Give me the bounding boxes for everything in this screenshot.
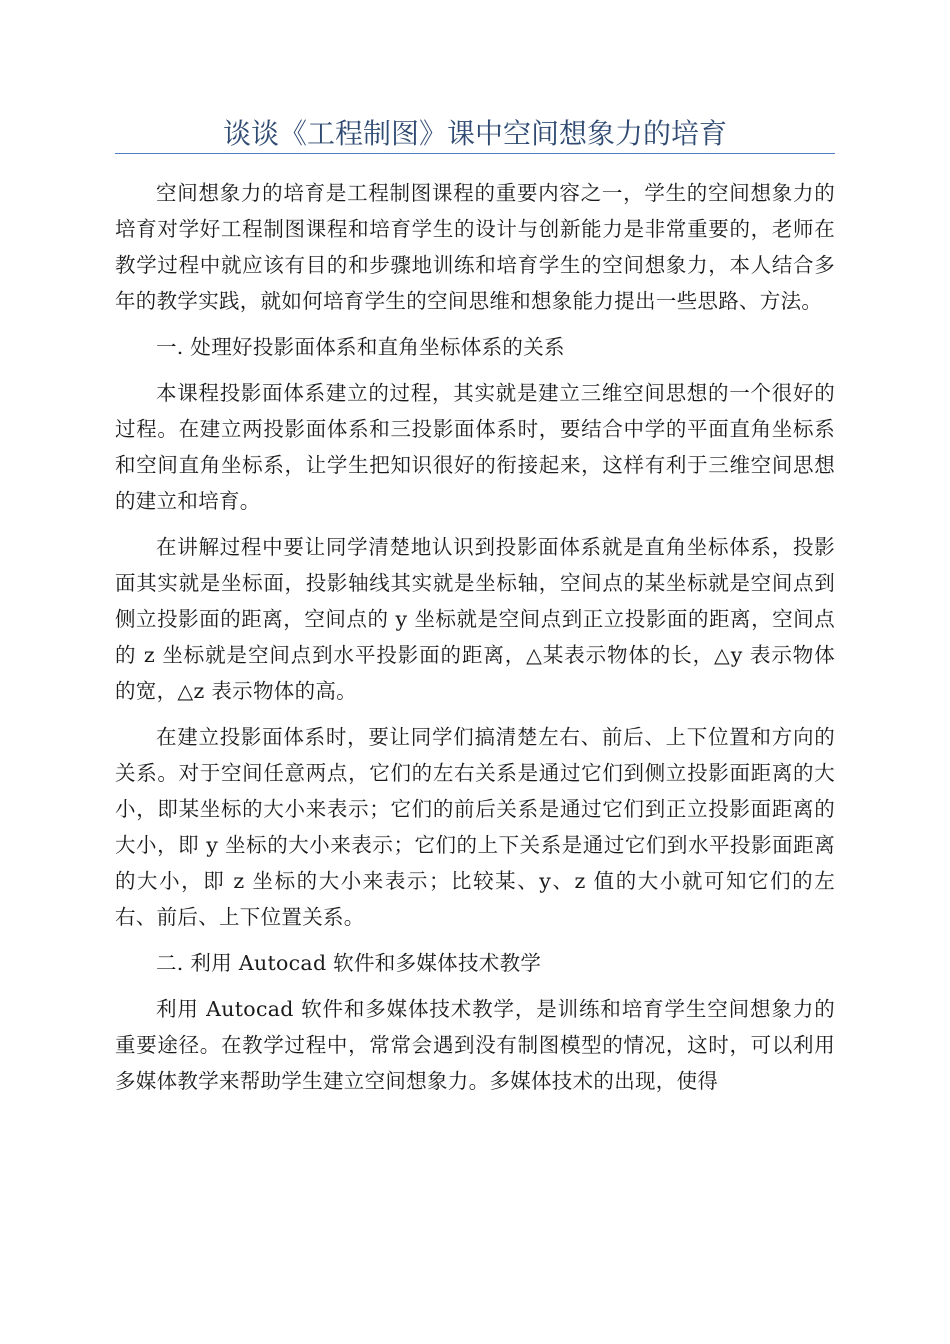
section-heading-2: 二. 利用 Autocad 软件和多媒体技术教学 [156, 951, 542, 975]
paragraph-projection-system: 本课程投影面体系建立的过程，其实就是建立三维空间思想的一个很好的过程。在建立两投影面体系和三投影面体系时，要结合中学的平面直角坐标系和空间直角坐标系，让学生把知识很好的衔接起来，这样有利于三维空间思想的建立和培育。 [115, 381, 835, 513]
section-heading-1: 一. 处理好投影面体系和直角坐标体系的关系 [156, 335, 565, 359]
paragraph-autocad-multimedia: 利用 Autocad 软件和多媒体技术教学，是训练和培育学生空间想象力的重要途径。在教学过程中，常常会遇到没有制图模型的情况，这时，可以利用多媒体教学来帮助学生建立空间想象力。多媒体技术的出现，使得 [115, 997, 835, 1093]
document-title: 谈谈《工程制图》课中空间想象力的培育 [222, 117, 727, 150]
paragraph-position-relations: 在建立投影面体系时，要让同学们搞清楚左右、前后、上下位置和方向的关系。对于空间任意两点，它们的左右关系是通过它们到侧立投影面距离的大小，即某坐标的大小来表示；它们的前后关系是通过它们到正立投影面距离的大小，即 y 坐标的大小来表示；它们的上下关系是通过它们到水平投影面距离的大小，即 z 坐标的大小来表示；比较某、y、z 值的大小就可知它们的左右、前后、上下位置关系。 [115, 725, 835, 929]
title-underline [115, 153, 835, 154]
paragraph-intro: 空间想象力的培育是工程制图课程的重要内容之一，学生的空间想象力的培育对学好工程制图课程和培育学生的设计与创新能力是非常重要的，老师在教学过程中就应该有目的和步骤地训练和培育学生的空间想象力，本人结合多年的教学实践，就如何培育学生的空间思维和想象能力提出一些思路、方法。 [115, 181, 835, 313]
paragraph-coordinate-explanation: 在讲解过程中要让同学清楚地认识到投影面体系就是直角坐标体系，投影面其实就是坐标面，投影轴线其实就是坐标轴，空间点的某坐标就是空间点到侧立投影面的距离，空间点的 y 坐标就是空间点到正立投影面的距离，空间点的 z 坐标就是空间点到水平投影面的距离，△某表示物体的长，△y 表示物体的宽，△z 表示物体的高。 [115, 535, 835, 703]
document-body [115, 175, 835, 1099]
